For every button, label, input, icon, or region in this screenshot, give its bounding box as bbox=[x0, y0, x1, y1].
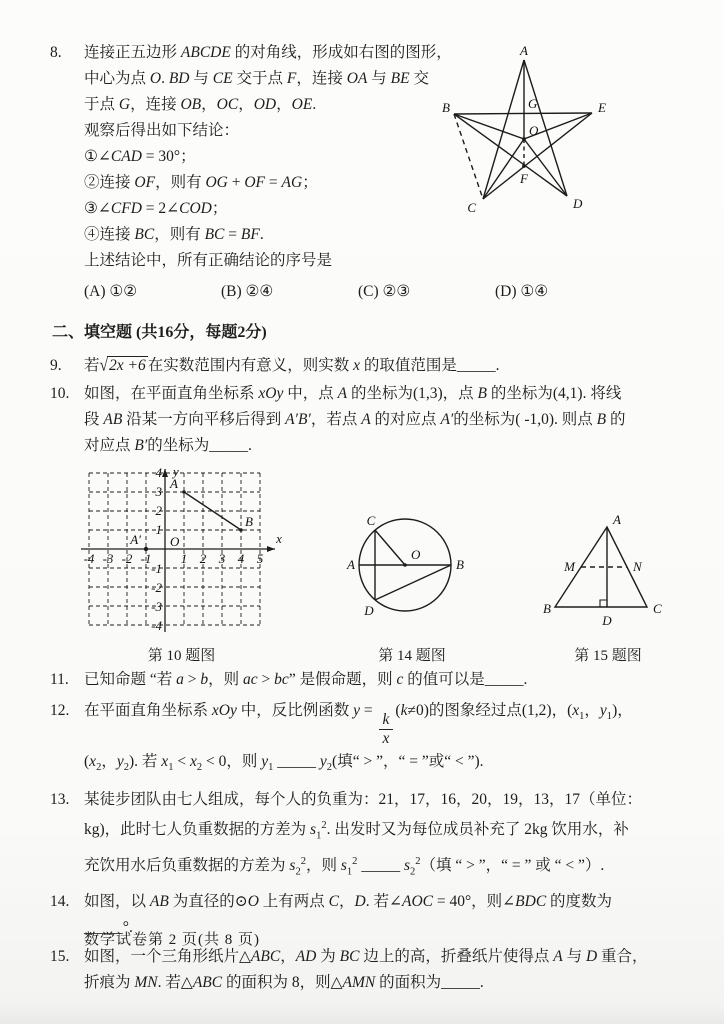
q10-line: 如图，在平面直角坐标系 xOy 中，点 A 的坐标为(1,3)，点 B 的坐标为(4,1). 将线 bbox=[84, 385, 622, 402]
question-8-text bbox=[84, 40, 486, 274]
question-10 bbox=[50, 381, 688, 459]
ytick: 3 bbox=[155, 484, 162, 499]
figure-q14-caption: 第 14 题图 bbox=[378, 648, 446, 664]
question-15-number: 15. bbox=[50, 947, 70, 965]
star-label-E: E bbox=[598, 100, 606, 115]
page-footer: 数学试卷第 2 页(共 8 页) bbox=[84, 932, 260, 948]
question-8 bbox=[50, 40, 688, 274]
point-Aprime-label: A′ bbox=[129, 532, 141, 547]
question-15 bbox=[50, 944, 688, 996]
star-label-C: C bbox=[467, 200, 476, 215]
q8-line: 连接正五边形 ABCDE 的对角线，形成如右图的图形， bbox=[84, 44, 452, 61]
triangle-label-C: C bbox=[653, 601, 662, 616]
star-label-O: O bbox=[529, 123, 539, 138]
origin-label: O bbox=[169, 534, 179, 549]
star-label-B: B bbox=[442, 100, 450, 115]
question-13 bbox=[50, 787, 688, 886]
xtick: -3 bbox=[102, 551, 113, 566]
star-label-A: A bbox=[520, 44, 528, 58]
question-9-number: 9. bbox=[50, 357, 62, 374]
q9-line: 若√2x +6 在实数范围内有意义，则实数 x 的取值范围是_____. bbox=[84, 355, 500, 376]
question-12 bbox=[50, 696, 688, 783]
triangle-label-M: M bbox=[564, 559, 575, 574]
question-13-number: 13. bbox=[50, 791, 70, 809]
circle-label-B: B bbox=[455, 557, 464, 572]
question-10-number: 10. bbox=[50, 385, 70, 402]
q8-option-b: (B) ②④ bbox=[221, 283, 274, 300]
q8-options bbox=[84, 279, 688, 305]
xtick: 1 bbox=[180, 551, 187, 566]
q13-line: 某徒步团队由七人组成，每个人的负重为：21，17，16，20，19，13，17（单位： bbox=[84, 791, 643, 809]
ytick: 4 bbox=[155, 465, 162, 480]
q10-line: 对应点 B′的坐标为_____. bbox=[84, 437, 252, 454]
q8-option-c: (C) ②③ bbox=[358, 283, 411, 300]
ytick: -4 bbox=[150, 618, 162, 633]
q8-conclusion-4: ④连接 BC，则有 BC = BF. bbox=[84, 226, 264, 243]
ytick: -3 bbox=[150, 599, 162, 614]
xtick: -2 bbox=[121, 551, 132, 566]
q10-line: 段 AB 沿某一方向平移后得到 A′B′，若点 A 的对应点 A′的坐标为( -1,0). 则点 B 的 bbox=[84, 411, 626, 428]
section-2-header: 二、填空题 (共16分，每题2分) bbox=[52, 324, 267, 341]
triangle-label-N: N bbox=[633, 559, 642, 574]
figure-q10 bbox=[74, 465, 289, 665]
xtick: -1 bbox=[140, 551, 151, 566]
q8-line: 于点 G，连接 OB，OC，OD，OE. bbox=[84, 96, 317, 113]
triangle-figure bbox=[543, 509, 673, 637]
xtick: -4 bbox=[83, 551, 94, 566]
q8-conclusion-1: ①∠CAD = 30°； bbox=[84, 148, 196, 165]
q8-option-d: (D) ①④ bbox=[495, 283, 549, 300]
q13-line: kg)，此时七人负重数据的方差为 $s_1^2$. 出发时又为每位成员补充了 2kg 饮用水，补 bbox=[84, 820, 629, 842]
q8-conclusion-2: ②连接 OF，则有 OG + OF = AG； bbox=[84, 174, 318, 191]
ytick: 2 bbox=[155, 503, 162, 518]
question-12-number: 12. bbox=[50, 702, 70, 719]
ytick: -1 bbox=[150, 561, 162, 576]
q8-line: 上述结论中，所有正确结论的序号是 bbox=[84, 252, 333, 269]
ytick: 1 bbox=[155, 522, 162, 537]
q8-option-a: (A) ①② bbox=[84, 283, 138, 300]
figure-q14 bbox=[337, 499, 487, 665]
triangle-label-B: B bbox=[543, 601, 551, 616]
question-11 bbox=[50, 667, 688, 693]
q15-line: 折痕为 MN. 若△ABC 的面积为 8，则△AMN 的面积为_____. bbox=[84, 973, 484, 991]
star-label-D: D bbox=[573, 196, 583, 211]
circle-label-A: A bbox=[346, 557, 355, 572]
xtick: 5 bbox=[256, 551, 263, 566]
question-11-number: 11. bbox=[50, 671, 69, 688]
ytick: -2 bbox=[150, 580, 162, 595]
figures-row bbox=[74, 465, 688, 665]
star-label-F: F bbox=[520, 171, 528, 186]
circle-label-O: O bbox=[410, 547, 420, 562]
question-9 bbox=[50, 353, 688, 379]
figure-q15-caption: 第 15 题图 bbox=[574, 648, 642, 664]
q8-line: 观察后得出如下结论： bbox=[84, 122, 240, 139]
xtick: 4 bbox=[237, 551, 244, 566]
circle-label-D: D bbox=[363, 603, 374, 618]
q8-line: 中心为点 O. BD 与 CE 交于点 F，连接 OA 与 BE 交 bbox=[84, 70, 429, 87]
q13-line: 充饮用水后负重数据的方差为 $s_2^2$，则 $s_1^2$ _____ $s_2^2$（填 “ > ”，“ = ” 或 “ < ”）. bbox=[84, 856, 605, 878]
q14-line: _____°. bbox=[84, 918, 133, 936]
q8-conclusion-3: ③∠CFD = 2∠COD； bbox=[84, 200, 228, 217]
figure-q10-caption: 第 10 题图 bbox=[147, 648, 216, 664]
xtick: 3 bbox=[218, 551, 225, 566]
xtick: 2 bbox=[199, 551, 206, 566]
point-B-label: B bbox=[244, 514, 253, 529]
question-8-number: 8. bbox=[50, 44, 62, 61]
triangle-label-D: D bbox=[602, 613, 612, 628]
q12-line: 在平面直角坐标系 xOy 中，反比例函数 y = $\frac{k}{x}$ (k≠0)的图象经过点(1,2)，($x_1$，$y_1$)， bbox=[84, 702, 633, 747]
figure-q15 bbox=[533, 509, 683, 665]
q15-line: 如图，一个三角形纸片△ABC，AD 为 BC 边上的高，折叠纸片使得点 A 与 D 重合， bbox=[84, 947, 648, 965]
point-A-label: A bbox=[169, 476, 178, 491]
y-axis-label: y bbox=[172, 465, 179, 479]
circle-label-C: C bbox=[366, 513, 375, 528]
q11-line: 已知命题 “若 a > b，则 ac > bc” 是假命题，则 c 的值可以是_____. bbox=[84, 671, 528, 688]
q12-line: ($x_2$，$y_2$). 若 $x_1 < x_2 < 0$，则 $y_1$ _____ $y_2$(填“ > ”，“ = ”或“ < ”). bbox=[84, 753, 484, 774]
question-14-number: 14. bbox=[50, 892, 70, 910]
coordinate-plane-figure bbox=[77, 465, 287, 637]
triangle-label-A: A bbox=[613, 512, 621, 527]
q14-line: 如图，以 AB 为直径的⊙O 上有两点 C，D. 若∠AOC = 40°，则∠BDC 的度数为 bbox=[84, 892, 613, 910]
x-axis-label: x bbox=[275, 531, 282, 546]
pentagram-figure bbox=[440, 44, 662, 242]
star-label-G: G bbox=[528, 96, 538, 111]
circle-figure bbox=[345, 499, 480, 637]
